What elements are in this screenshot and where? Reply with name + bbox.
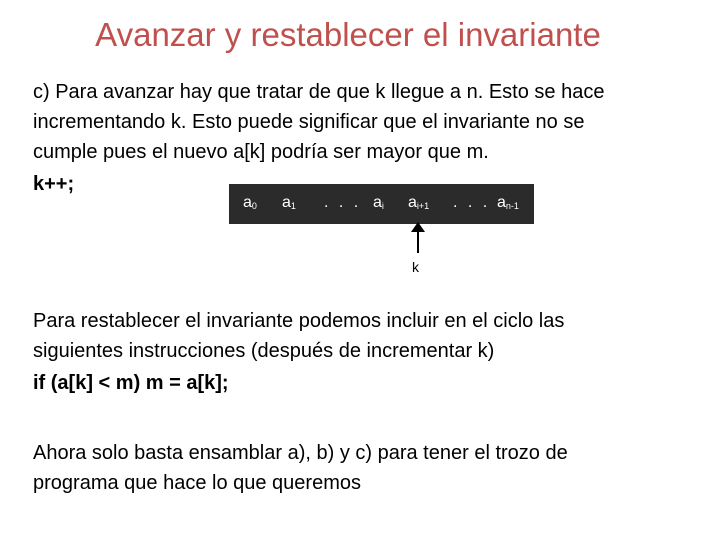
array-cell: $a_{i+1}$ [408, 194, 430, 211]
array-cell: $a_1$ [282, 194, 296, 211]
pointer-label: k [412, 259, 419, 275]
paragraph-advance [33, 77, 693, 167]
array-cell: $a_0$ [243, 194, 257, 211]
paragraph-restore [33, 306, 693, 366]
text-line: c) Para avanzar hay que tratar de que k llegue a n. Esto se hace [33, 81, 605, 103]
array-diagram [229, 184, 534, 224]
code-increment: k++; [33, 173, 75, 195]
text-line: Ahora solo basta ensamblar a), b) y c) para tener el trozo de [33, 442, 568, 464]
text-line: cumple pues el nuevo a[k] podría ser mayor que m. [33, 141, 489, 163]
array-ellipsis: . . . [453, 194, 491, 211]
text-line: incrementando k. Esto puede significar que el invariante no se [33, 111, 585, 133]
text-line: Para restablecer el invariante podemos incluir en el ciclo las [33, 310, 565, 332]
array-cell: $a_{n-1}$ [497, 194, 519, 211]
slide-title: Avanzar y restablecer el invariante [95, 16, 601, 53]
code-restore: if (a[k] < m) m = a[k]; [33, 372, 229, 394]
paragraph-conclusion [33, 438, 693, 498]
text-line: siguientes instrucciones (después de incrementar k) [33, 340, 495, 362]
array-cell: $a_i$ [373, 194, 384, 211]
pointer-arrow [417, 227, 419, 253]
array-ellipsis: . . . [324, 194, 362, 211]
text-line: programa que hace lo que queremos [33, 472, 361, 494]
